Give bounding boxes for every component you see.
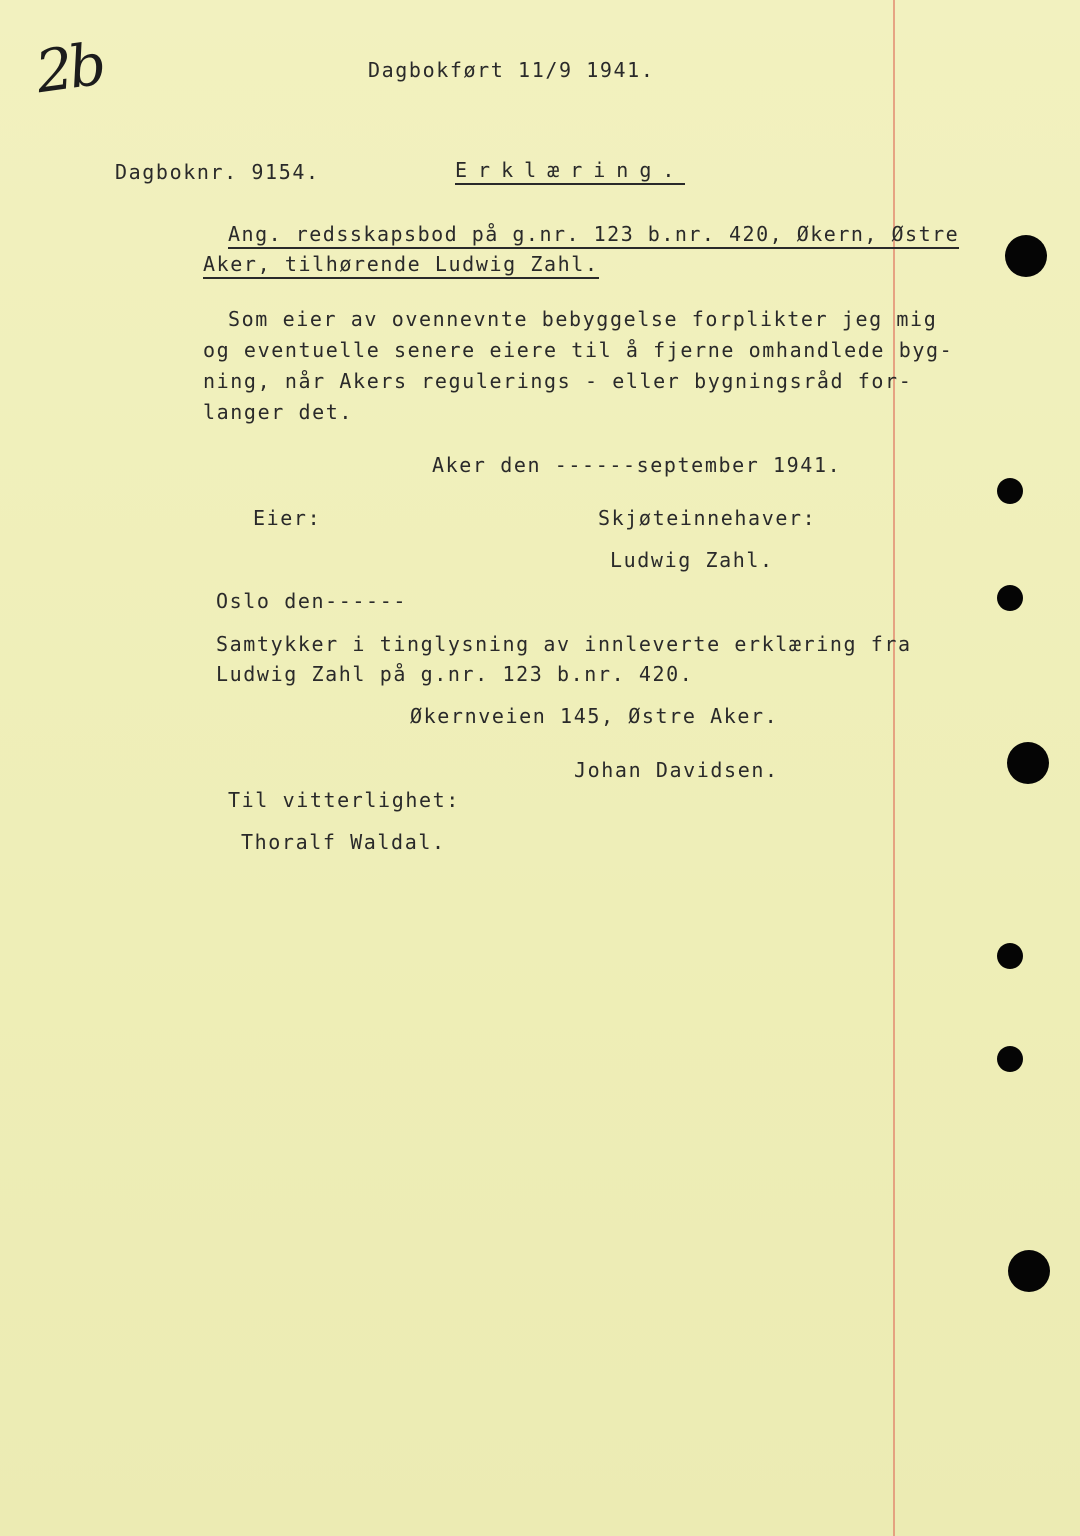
document-title: Erklæring. bbox=[455, 160, 685, 185]
body-line-1: Som eier av ovennevnte bebyggelse forplikter jeg mig bbox=[228, 307, 938, 331]
eier-label: Eier: bbox=[253, 506, 322, 530]
signer-name: Johan Davidsen. bbox=[574, 758, 779, 782]
body-line-4: langer det. bbox=[203, 400, 354, 424]
skjoteinnehaver-name: Ludwig Zahl. bbox=[610, 548, 774, 572]
subject-line-1: Ang. redsskapsbod på g.nr. 123 b.nr. 420, Økern, Østre bbox=[228, 224, 959, 249]
address: Økernveien 145, Østre Aker. bbox=[410, 704, 779, 728]
punch-hole bbox=[1007, 742, 1049, 784]
punch-hole bbox=[997, 478, 1023, 504]
punch-hole bbox=[997, 943, 1023, 969]
body-line-3: ning, når Akers regulerings - eller bygningsråd for- bbox=[203, 369, 913, 393]
punch-hole bbox=[997, 1046, 1023, 1072]
dagbokfort-stamp: Dagbokført 11/9 1941. bbox=[368, 58, 655, 82]
consent-line-1: Samtykker i tinglysning av innleverte erklæring fra bbox=[216, 632, 912, 656]
witness-name: Thoralf Waldal. bbox=[241, 830, 446, 854]
body-line-2: og eventuelle senere eiere til å fjerne omhandlede byg- bbox=[203, 338, 954, 362]
punch-hole bbox=[1005, 235, 1047, 277]
skjoteinnehaver-label: Skjøteinnehaver: bbox=[598, 506, 817, 530]
oslo-date: Oslo den------ bbox=[216, 589, 407, 613]
punch-hole bbox=[1008, 1250, 1050, 1292]
consent-line-2: Ludwig Zahl på g.nr. 123 b.nr. 420. bbox=[216, 662, 694, 686]
handwritten-margin-note: 2b bbox=[31, 29, 107, 107]
subject-line-2: Aker, tilhørende Ludwig Zahl. bbox=[203, 254, 599, 279]
witness-label: Til vitterlighet: bbox=[228, 788, 460, 812]
place-date: Aker den ------september 1941. bbox=[432, 453, 842, 477]
dagboknr: Dagboknr. 9154. bbox=[115, 160, 320, 184]
punch-hole bbox=[997, 585, 1023, 611]
